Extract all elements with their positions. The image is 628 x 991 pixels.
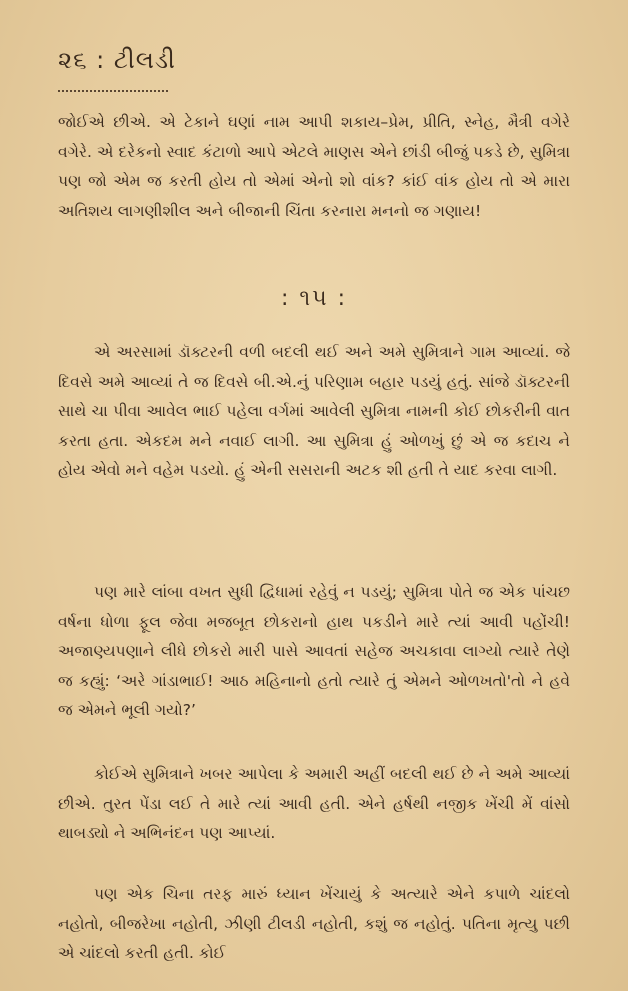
header-underline	[58, 84, 168, 92]
paragraph-continuation: જોઈએ છીએ. એ ટેકાને ઘણાં નામ આપી શકાય–પ્રેમ, પ્રીતિ, સ્નેહ, મૈત્રી વગેરે વગેરે. એ દરેકનો સ્વાદ કંટાળો આપે એટલે માણસ એને છાંડી બીજું પકડે છે, સુમિત્રા પણ જો એમ જ કરતી હોય તો એમાં એનો શો વાંક? કાંઈ વાંક હોય તો એ મારા અતિશય લાગણીશીલ અને બીજાની ચિંતા કરનારા મનનો જ ગણાય!	[58, 113, 570, 220]
paragraph: એ અરસામાં ડૉક્ટરની વળી બદલી થઈ અને અમે સુમિત્રાને ગામ આવ્યાં. જે દિવસે અમે આવ્યાં તે જ દિવસે બી.એ.નું પરિણામ બહાર પડયું હતું. સાંજે ડૉક્ટરની સાથે ચા પીવા આવેલ ભાઈ પહેલા વર્ગમાં આવેલી સુમિત્રા નામની કોઈ છોકરીની વાત કરતા હતા. એકદમ મને નવાઈ લાગી. આ સુમિત્રા હું ઓળખું છું એ જ કદાચ ને હોય એવો મને વહેમ પડયો. હું એની સસરાની અટક શી હતી તે યાદ કરવા લાગી.	[58, 343, 570, 479]
paragraph: કોઈએ સુમિત્રાને ખબર આપેલા કે અમારી અહીં બદલી થઈ છે ને અમે આવ્યાં છીએ. તુરત પેંડા લઈ તે મારે ત્યાં આવી હતી. એને હર્ષથી નજીક ખેંચી મેં વાંસો થાબડ્યો ને અભિનંદન પણ આપ્યાં.	[58, 765, 570, 842]
paragraph: પણ મારે લાંબા વખત સુધી દ્વિધામાં રહેવું ન પડયું; સુમિત્રા પોતે જ એક પાંચછ વર્ષના ધોળા ફૂલ જેવા મજબૂત છોકરાનો હાથ પકડીને મારે ત્યાં આવી પહોંચી! અજાણ્યપણાને લીધે છોકરો મારી પાસે આવતાં સહેજ અચકાવા લાગ્યો ત્યારે તેણે જ કહ્યું: ‘અરે ગાંડાભાઈ! આઠ મહિનાનો હતો ત્યારે તું એમને ઓળખતો'તો ને હવે જ એમને ભૂલી ગયો?’	[58, 583, 570, 719]
chapter-number: : ૧૫ :	[280, 286, 348, 311]
paragraph: પણ એક ચિના તરફ મારું ધ્યાન ખેંચાયું કે અત્યારે એને કપાળે ચાંદલો નહોતો, બીજરેખા નહોતી, ઝીણી ટીલડી નહોતી, કશું જ નહોતું. પતિના મૃત્યુ પછી એ ચાંદલો કરતી હતી. કોઈ	[58, 885, 570, 962]
running-header: ૨૬ : ટીલડી	[58, 46, 176, 74]
